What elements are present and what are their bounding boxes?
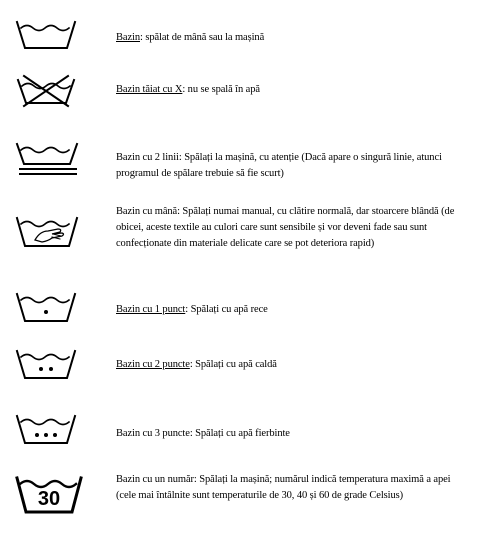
hand-wash-icon: [14, 212, 80, 250]
do-not-wash-icon: [14, 72, 78, 106]
symbol-name: Bazin cu 2 puncte: [116, 359, 190, 370]
temperature-badge: 30: [37, 488, 61, 510]
symbol-description: Bazin cu mână: Spălați numai manual, cu clătire normală, dar stoarcere blândă (de obicei, aceste textile au culori care sunt sensibile și vor deveni fade sau sunt confecționate din materiale delicate care se pot deteriora rapid): [116, 206, 455, 249]
symbol-description: Bazin cu 2 linii: Spălați la mașină, cu atenție (Dacă apare o singură linie, atunci programul de spălare trebuie să fie scurt): [116, 152, 442, 179]
symbol-name: Bazin cu 1 punct: [116, 304, 186, 315]
wash-gentle-two-lines-icon: [14, 140, 82, 176]
symbol-description: : Spălați cu apă rece: [185, 304, 268, 315]
wash-temperature-icon: [14, 474, 84, 516]
symbol-description: Bazin cu 3 puncte: Spălați cu apă fierbinte: [116, 428, 290, 439]
wash-three-dots-icon: [14, 412, 78, 446]
symbol-description: : spălat de mână sau la mașină: [140, 32, 265, 43]
symbol-name: Bazin: [116, 32, 140, 43]
wash-tub-icon: [14, 18, 78, 52]
symbol-description: : nu se spală în apă: [182, 84, 260, 95]
symbol-description: Bazin cu un număr: Spălați la mașină; numărul indică temperatura maximă a apei (cele mai întâlnite sunt temperaturile de 30, 40 și 60 de grade Celsius): [116, 474, 451, 501]
symbol-description: : Spălați cu apă caldă: [189, 359, 277, 370]
wash-one-dot-icon: [14, 290, 78, 324]
wash-two-dots-icon: [14, 347, 78, 381]
symbol-name: Bazin tăiat cu X: [116, 84, 183, 95]
